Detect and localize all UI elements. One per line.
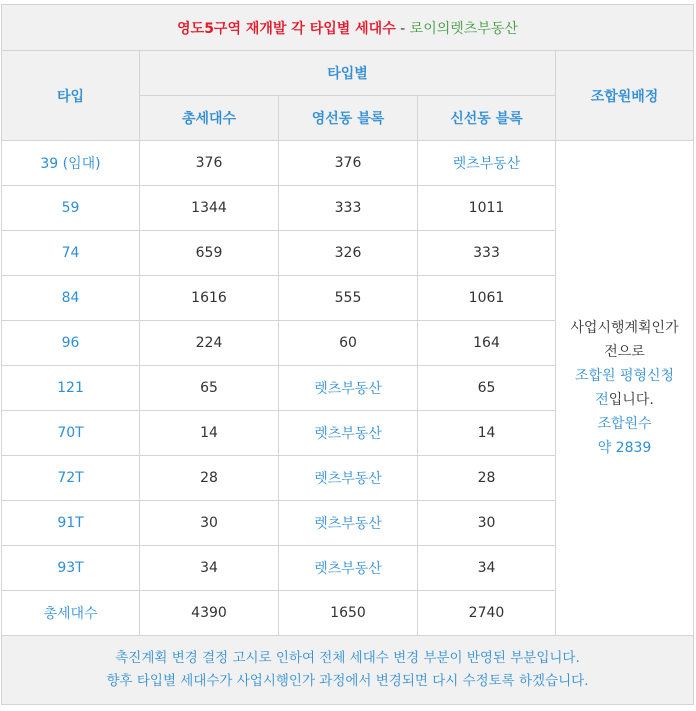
row-type: 84 xyxy=(2,276,140,321)
row-total: 376 xyxy=(140,141,279,186)
row-sinseon: 30 xyxy=(418,501,556,546)
header-type: 타입 xyxy=(2,51,140,141)
note-line-5: 조합원수 xyxy=(597,416,652,432)
row-total: 30 xyxy=(140,501,279,546)
row-sinseon: 14 xyxy=(418,411,556,456)
header-youngseon: 영선동 블록 xyxy=(279,96,418,141)
row-type: 74 xyxy=(2,231,140,276)
row-sinseon: 28 xyxy=(418,456,556,501)
note-line-1: 사업시행계획인가 xyxy=(570,320,679,336)
row-sinseon: 65 xyxy=(418,366,556,411)
row-type: 59 xyxy=(2,186,140,231)
row-sinseon: 164 xyxy=(418,321,556,366)
row-sinseon: 34 xyxy=(418,546,556,591)
note-line-4-black: 입니다. xyxy=(608,392,654,408)
table-title xyxy=(2,5,694,51)
note-line-3: 조합원 평형신청 xyxy=(574,368,675,384)
row-total: 1616 xyxy=(140,276,279,321)
note-line-4 xyxy=(560,388,689,412)
row-youngseon: 326 xyxy=(279,231,418,276)
row-total: 28 xyxy=(140,456,279,501)
row-sinseon: 1061 xyxy=(418,276,556,321)
header-sinseon: 신선동 블록 xyxy=(418,96,556,141)
row-youngseon: 555 xyxy=(279,276,418,321)
row-total: 65 xyxy=(140,366,279,411)
note-line-4-blue: 전 xyxy=(595,392,609,408)
row-type: 121 xyxy=(2,366,140,411)
row-total: 34 xyxy=(140,546,279,591)
summary-sinseon: 2740 xyxy=(418,591,556,636)
row-sinseon: 렛츠부동산 xyxy=(418,141,556,186)
row-type: 96 xyxy=(2,321,140,366)
row-type: 91T xyxy=(2,501,140,546)
header-by-type: 타입별 xyxy=(140,51,556,96)
row-total: 1344 xyxy=(140,186,279,231)
summary-total: 4390 xyxy=(140,591,279,636)
row-youngseon: 333 xyxy=(279,186,418,231)
row-youngseon: 렛츠부동산 xyxy=(279,501,418,546)
row-total: 224 xyxy=(140,321,279,366)
row-sinseon: 333 xyxy=(418,231,556,276)
row-type: 93T xyxy=(2,546,140,591)
housing-table-container xyxy=(1,4,693,705)
header-total: 총세대수 xyxy=(140,96,279,141)
footer-note xyxy=(2,636,694,705)
row-youngseon: 376 xyxy=(279,141,418,186)
row-total: 659 xyxy=(140,231,279,276)
summary-label: 총세대수 xyxy=(2,591,140,636)
row-type: 70T xyxy=(2,411,140,456)
member-allocation-note xyxy=(556,141,694,636)
title-source: 로이의렛츠부동산 xyxy=(409,20,518,37)
footer-line-1: 촉진계획 변경 결정 고시로 인하여 전체 세대수 변경 부분이 반영된 부분입니다. xyxy=(115,650,580,666)
row-youngseon: 렛츠부동산 xyxy=(279,546,418,591)
row-youngseon: 렛츠부동산 xyxy=(279,456,418,501)
table-row xyxy=(2,141,694,186)
note-line-2: 전으로 xyxy=(604,344,645,360)
row-youngseon: 렛츠부동산 xyxy=(279,366,418,411)
header-members: 조합원배정 xyxy=(556,51,694,141)
row-type: 72T xyxy=(2,456,140,501)
summary-youngseon: 1650 xyxy=(279,591,418,636)
title-separator: - xyxy=(395,20,410,37)
title-main: 영도5구역 재개발 각 타입별 세대수 xyxy=(177,20,396,37)
note-line-6: 약 2839 xyxy=(597,440,652,456)
row-total: 14 xyxy=(140,411,279,456)
housing-units-table xyxy=(1,4,694,705)
row-youngseon: 60 xyxy=(279,321,418,366)
row-sinseon: 1011 xyxy=(418,186,556,231)
row-youngseon: 렛츠부동산 xyxy=(279,411,418,456)
footer-line-2: 향후 타입별 세대수가 사업시행인가 과정에서 변경되면 다시 수정토록 하겠습니다. xyxy=(106,673,589,689)
row-type: 39 (임대) xyxy=(2,141,140,186)
